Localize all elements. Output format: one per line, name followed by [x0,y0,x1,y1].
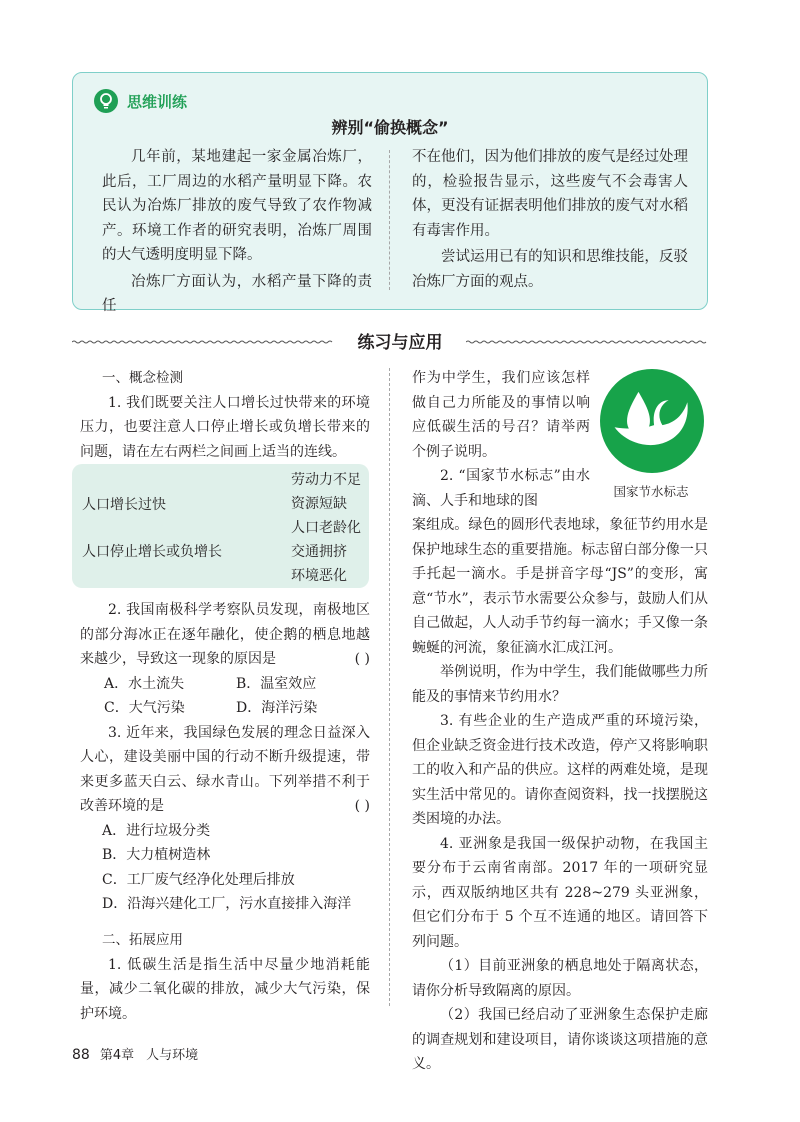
part1-heading: 一、概念检测 [102,370,183,386]
column-divider [389,368,390,1006]
part2-q2-ask: 举例说明，作为中学生，我们能做哪些力所能及的事情来节约用水？ [412,664,708,705]
box-right-paragraph-1: 不在他们，因为他们排放的废气是经过处理的，检验报告显示，这些废气不会毒害人体，更没有证据表明他们排放的废气对水稻有毒害作用。 [412,149,688,239]
box-right-column [412,145,688,294]
option: C．大气污染 [104,700,185,716]
right-column-top [412,366,590,513]
part2-q4: 4. 亚洲象是我国一级保护动物，在我国主要分布于云南省南部。2017 年的一项研究显示，西双版纳地区共有 228~279 头亚洲象，但它们分布于 5 个互不连通的地区。请回答下列问题。 [412,835,708,950]
lightbulb-icon [94,89,118,113]
box-column-divider [389,150,390,290]
part2-q1: 1. 低碳生活是指生活中尽量少地消耗能量，减少二氧化碳的排放，减少大气污染，保护环境。 [80,956,370,1022]
match-right-item: 交通拥挤 [291,544,347,560]
box-label: 思维训练 [127,93,188,111]
box-title: 辨别“偷换概念” [331,118,449,137]
left-column-top [80,366,370,464]
answer-paren: ( ) [354,651,370,667]
section-title: 练习与应用 [357,333,443,353]
option: D．沿海兴建化工厂，污水直接排入海洋 [102,896,352,912]
left-column-mid [80,598,370,917]
option: B．温室效应 [236,675,317,692]
q2-options-row [80,672,370,697]
part2-q1-continued: 作为中学生，我们应该怎样做自己力所能及的事情以响应低碳生活的号召？请举两个例子说明。 [412,370,590,460]
page-footer [72,1044,198,1063]
option: C．工厂废气经净化处理后排放 [102,871,295,888]
water-saving-logo-icon [600,369,704,473]
option: A．进行垃圾分类 [102,822,211,839]
option: D．海洋污染 [236,700,318,716]
box-left-paragraph-1: 几年前，某地建起一家金属冶炼厂，此后，工厂周边的水稻产量明显下降。农民认为冶炼厂排放的废气导致了农作物减产。环境工作者的研究表明，冶炼厂周围的大气透明度明显下降。 [102,149,372,263]
section-wave-left [72,340,334,344]
part1-q2 [80,598,370,672]
option: A．水土流失 [104,675,185,692]
part2-q3: 3. 有些企业的生产造成严重的环境污染，但企业缺乏资金进行技术改造，停产又将影响职工的收入和产品的供应。这样的两难处境，是现实生活中常见的。请你查阅资料，找一找摆脱这类困境的办法。 [412,713,708,827]
match-right-item: 资源短缺 [291,496,347,512]
match-right-item: 劳动力不足 [291,472,361,488]
section-wave-right [466,340,708,344]
match-right-item: 人口老龄化 [291,520,361,536]
left-column-bottom [80,928,370,1026]
match-right-item: 环境恶化 [291,568,347,584]
q2-options-row [80,696,370,721]
box-left-column [102,145,372,319]
answer-paren: ( ) [354,798,370,814]
part2-q4-1: （1）目前亚洲象的栖息地处于隔离状态，请你分析导致隔离的原因。 [412,958,708,999]
part2-q2-start: 2. “国家节水标志”由水滴、人手和地球的图 [412,468,590,509]
part1-q1: 1. 我们既要关注人口增长过快带来的环境压力，也要注意人口停止增长或负增长带来的问题，请在左右两栏之间画上适当的连线。 [80,394,370,460]
part1-q3-text: 3. 近年来，我国绿色发展的理念日益深入人心，建设美丽中国的行动不断升级提速，带来更多蓝天白云、绿水青山。下列举措不利于改善环境的是 [80,724,370,814]
chapter-number: 第4章 [99,1048,135,1063]
option: B．大力植树造林 [102,847,211,863]
logo-caption: 国家节水标志 [613,484,689,499]
chapter-title: 人与环境 [146,1048,199,1063]
matching-exercise [72,464,369,588]
part1-q2-text: 2. 我国南极科学考察队员发现，南极地区的部分海冰正在逐年融化，使企鹅的栖息地越来越少，导致这一现象的原因是 [80,602,370,667]
box-left-paragraph-2: 冶炼厂方面认为，水稻产量下降的责任 [102,273,372,314]
part2-heading: 二、拓展应用 [102,932,183,948]
page-number: 88 [72,1047,90,1063]
box-right-paragraph-2: 尝试运用已有的知识和思维技能，反驳冶炼厂方面的观点。 [412,249,688,290]
match-left-item: 人口增长过快 [82,497,166,513]
part1-q3 [80,721,370,819]
match-left-item: 人口停止增长或负增长 [82,544,222,560]
right-column-main [412,513,708,1077]
part2-q2: 案组成。绿色的圆形代表地球，象征节约用水是保护地球生态的重要措施。标志留白部分像一只手托起一滴水。手是拼音字母“JS”的变形，寓意“节水”，表示节水需要公众参与，鼓励人们从自己做起，人人动手节约每一滴水；手又像一条蜿蜒的河流，象征滴水汇成江河。 [412,517,708,656]
part2-q4-2: （2）我国已经启动了亚洲象生态保护走廊的调查规划和建设项目，请你谈谈这项措施的意义。 [412,1007,708,1072]
